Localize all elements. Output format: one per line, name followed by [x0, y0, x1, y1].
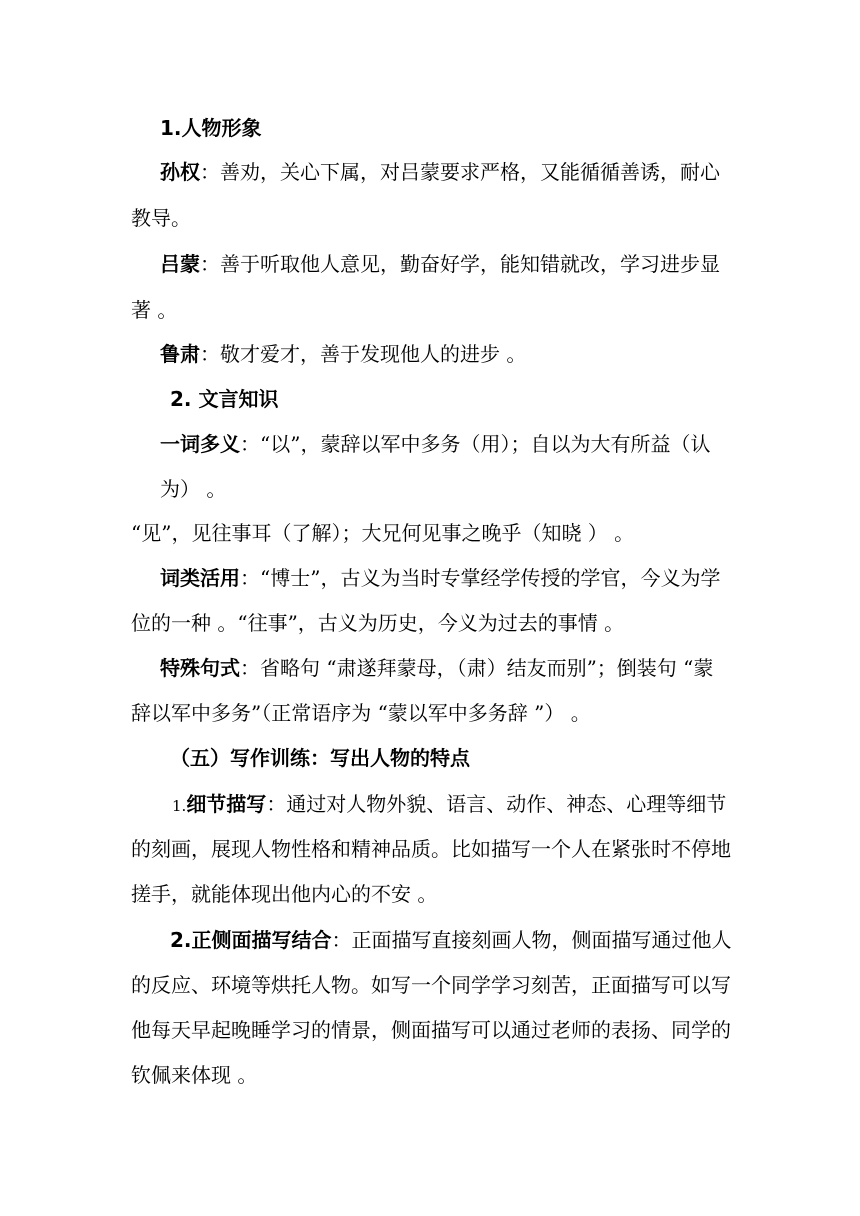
paragraph-polysemy-jian: [131, 521, 634, 545]
paragraph-text: ：敬才爱才，善于发现他人的进步 。: [200, 342, 527, 366]
paragraph-front-side-cont1: [131, 973, 731, 997]
paragraph-special-sentence-cont: [131, 701, 591, 725]
paragraph-text: 钦佩来体现 。: [131, 1063, 258, 1087]
paragraph-word-class: [160, 566, 720, 590]
paragraph-special-sentence: [160, 656, 713, 680]
term-label: 一词多义: [160, 432, 240, 456]
paragraph-front-side-cont3: [131, 1063, 257, 1087]
paragraph-text: “见”，见往事耳（了解）；大兄何见事之晚乎（知晓 ） 。: [131, 521, 635, 545]
paragraph-text: ：“博士”，古义为当时专掌经学传授的学官，今义为学: [240, 566, 721, 590]
paragraph-text: ：正面描写直接刻画人物，侧面描写通过他人: [331, 928, 732, 952]
paragraph-text: ：通过对人物外貌、语言、动作、神态、心理等细节: [266, 792, 727, 816]
heading-text: 2. 文言知识: [170, 387, 279, 411]
section-heading-character-image: [160, 116, 262, 140]
paragraph-lvmeng-cont: [131, 298, 177, 322]
term-label: 孙权: [160, 160, 200, 184]
paragraph-text: 辞以军中多务”（正常语序为 “蒙以军中多务辞 ”） 。: [131, 701, 591, 725]
paragraph-polysemy: [160, 432, 710, 456]
term-label: 鲁肃: [160, 342, 200, 366]
paragraph-text: ：善劝，关心下属，对吕蒙要求严格，又能循循善诱，耐心: [200, 160, 720, 184]
paragraph-text: 他每天早起晚睡学习的情景，侧面描写可以通过老师的表扬、同学的: [131, 1018, 731, 1042]
term-label: 正侧面描写结合: [191, 928, 332, 952]
paragraph-sunquan: [160, 160, 720, 184]
term-label: 特殊句式: [160, 656, 240, 680]
paragraph-text: ：善于听取他人意见，勤奋好学，能知错就改，学习进步显: [200, 252, 720, 276]
paragraph-detail-description-cont2: [131, 882, 437, 906]
paragraph-text: 为） 。: [160, 477, 227, 501]
paragraph-text: ：省略句 “肃遂拜蒙母，（肃）结友而别”；倒装句 “蒙: [240, 656, 714, 680]
paragraph-text: 的反应、环境等烘托人物。如写一个同学学习刻苦，正面描写可以写: [131, 973, 731, 997]
term-label: 词类活用: [160, 566, 240, 590]
paragraph-text: 的刻画，展现人物性格和精神品质。比如描写一个人在紧张时不停地: [131, 837, 731, 861]
heading-text: （五）写作训练：写出人物的特点: [170, 746, 470, 770]
paragraph-text: 位的一种 。“往事”，古义为历史，今义为过去的事情 。: [131, 611, 625, 635]
term-label: 吕蒙: [160, 252, 200, 276]
paragraph-text: 著 。: [131, 298, 178, 322]
heading-text: 1.人物形象: [160, 116, 262, 140]
paragraph-polysemy-cont: [160, 477, 226, 501]
paragraph-word-class-cont: [131, 611, 624, 635]
paragraph-lusu: [160, 342, 526, 366]
paragraph-detail-description: [172, 792, 726, 818]
paragraph-lvmeng: [160, 252, 720, 276]
paragraph-text: 教导。: [131, 206, 191, 230]
item-number: 2.: [170, 928, 192, 952]
paragraph-text: ：“以”，蒙辞以军中多务（用）；自以为大有所益（认: [240, 432, 711, 456]
paragraph-front-side-cont2: [131, 1018, 731, 1042]
paragraph-detail-description-cont1: [131, 837, 731, 861]
item-number: 1.: [172, 797, 187, 815]
paragraph-front-side-description: [170, 928, 732, 952]
paragraph-sunquan-cont: [131, 206, 191, 230]
section-heading-classical-knowledge: [170, 387, 278, 411]
term-label: 细节描写: [186, 792, 267, 816]
paragraph-text: 搓手，就能体现出他内心的不安 。: [131, 882, 438, 906]
section-heading-writing-training: [170, 746, 470, 770]
